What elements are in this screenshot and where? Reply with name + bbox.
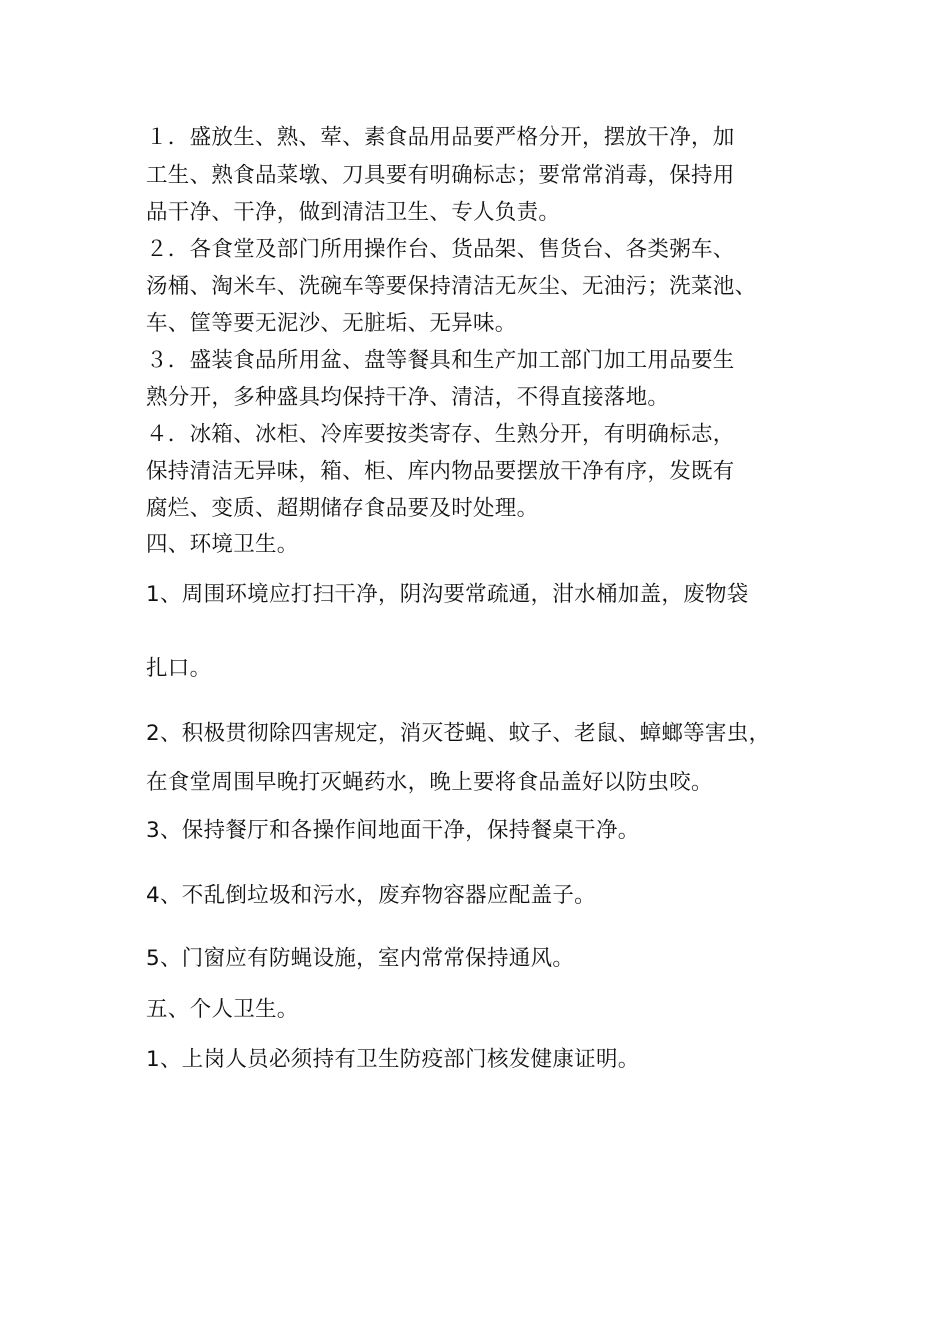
list-item: 2、积极贯彻除四害规定，消灭苍蝇、蚊子、老鼠、蟑螂等害虫， (146, 721, 771, 746)
paragraph-line: ３．盛装食品所用盆、盘等餐具和生产加工部门加工用品要生 (146, 348, 735, 373)
section-heading: 五、个人卫生。 (146, 997, 299, 1022)
list-item: 1、周围环境应打扫干净，阴沟要常疏通，泔水桶加盖，废物袋 (146, 582, 749, 607)
paragraph-line: １．盛放生、熟、荤、素食品用品要严格分开，摆放干净，加 (146, 125, 735, 150)
list-item: 3、保持餐厅和各操作间地面干净，保持餐桌干净。 (146, 818, 640, 843)
section-heading: 四、环境卫生。 (146, 532, 299, 557)
paragraph-line: ２．各食堂及部门所用操作台、货品架、售货台、各类粥车、 (146, 237, 735, 262)
paragraph-line: 品干净、干净，做到清洁卫生、专人负责。 (146, 200, 561, 225)
list-item: 1、上岗人员必须持有卫生防疫部门核发健康证明。 (146, 1047, 640, 1072)
list-item-continuation: 在食堂周围早晚打灭蝇药水，晚上要将食品盖好以防虫咬。 (146, 770, 713, 795)
paragraph-line: ４．冰箱、冰柜、冷库要按类寄存、生熟分开，有明确标志， (146, 422, 735, 447)
paragraph-line: 保持清洁无异味，箱、柜、库内物品要摆放干净有序，发既有 (146, 459, 735, 484)
list-item-continuation: 扎口。 (146, 656, 212, 681)
paragraph-line: 腐烂、变质、超期储存食品要及时处理。 (146, 496, 539, 521)
paragraph-line: 车、筐等要无泥沙、无脏垢、无异味。 (146, 311, 517, 336)
list-item: 4、不乱倒垃圾和污水，废弃物容器应配盖子。 (146, 883, 596, 908)
paragraph-line: 汤桶、淘米车、洗碗车等要保持清洁无灰尘、无油污；洗菜池、 (146, 274, 757, 299)
paragraph-line: 工生、熟食品菜墩、刀具要有明确标志；要常常消毒，保持用 (146, 163, 735, 188)
paragraph-line: 熟分开，多种盛具均保持干净、清洁，不得直接落地。 (146, 385, 670, 410)
list-item: 5、门窗应有防蝇设施，室内常常保持通风。 (146, 946, 575, 971)
